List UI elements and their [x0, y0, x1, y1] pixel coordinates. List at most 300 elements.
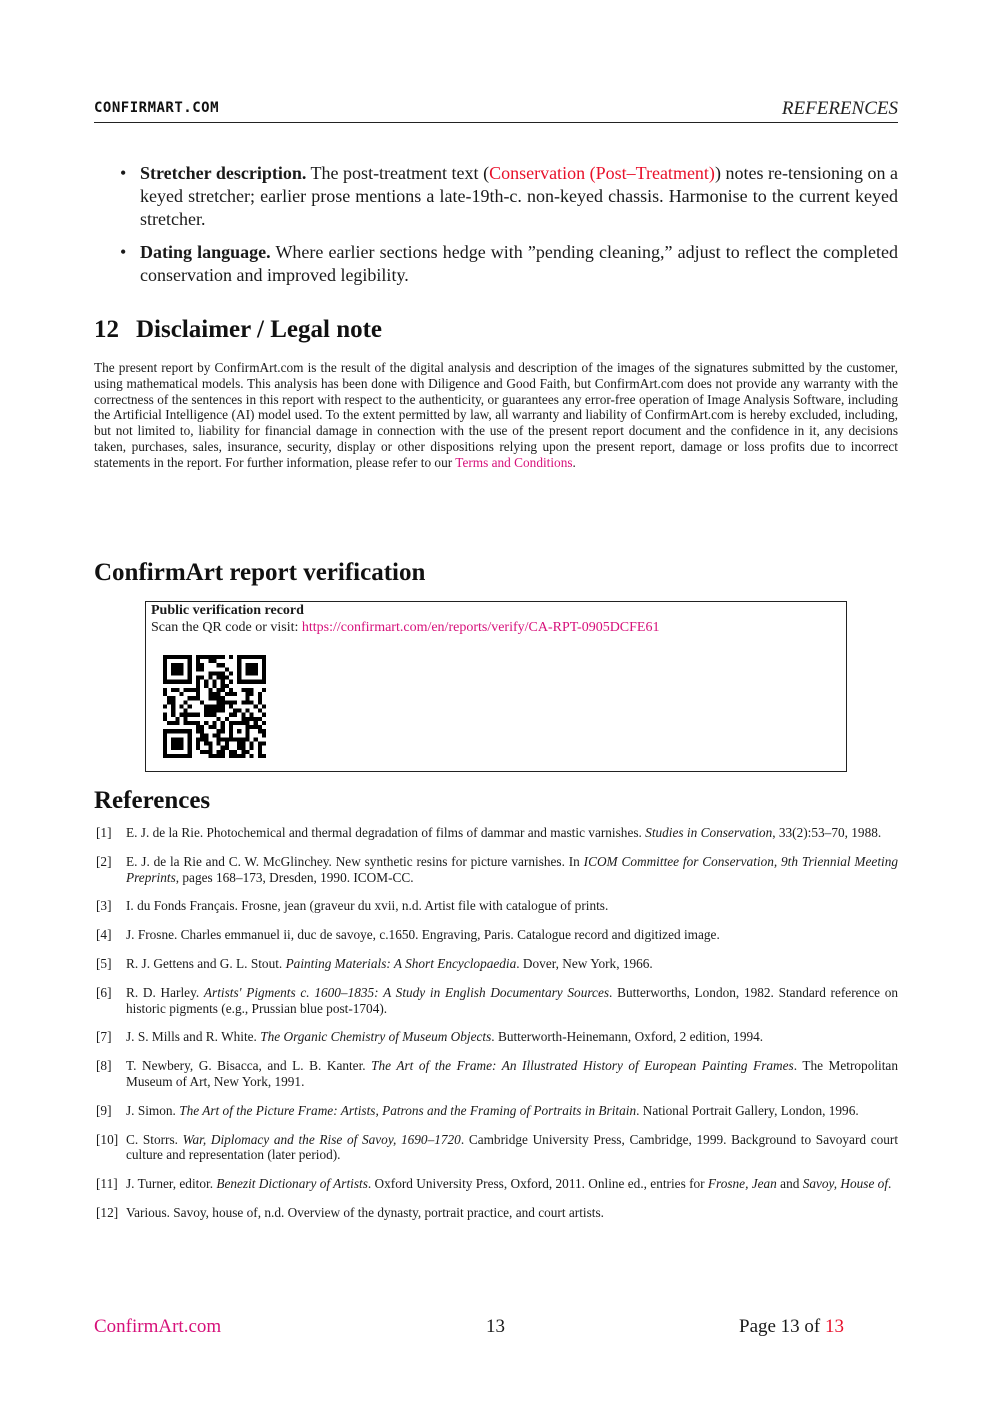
- qr-module: [221, 704, 225, 708]
- qr-module: [188, 671, 192, 675]
- qr-module: [171, 663, 175, 667]
- qr-module: [241, 688, 245, 692]
- qr-module: [225, 746, 229, 750]
- qr-module: [204, 704, 208, 708]
- qr-module: [250, 742, 254, 746]
- bullet-lead: Stretcher description.: [140, 163, 307, 183]
- qr-module: [225, 676, 229, 680]
- qr-module: [262, 667, 266, 671]
- qr-module: [241, 742, 245, 746]
- qr-module: [262, 663, 266, 667]
- qr-module: [221, 746, 225, 750]
- qr-module: [221, 737, 225, 741]
- qr-module: [221, 676, 225, 680]
- qr-module: [204, 733, 208, 737]
- qr-module: [192, 721, 196, 725]
- qr-module: [250, 700, 254, 704]
- qr-module: [204, 709, 208, 713]
- qr-module: [229, 721, 233, 725]
- qr-module: [188, 680, 192, 684]
- reference-text: T. Newbery, G. Bisacca, and L. B. Kanter.: [126, 1058, 372, 1074]
- qr-module: [171, 671, 175, 675]
- qr-module: [184, 717, 188, 721]
- qr-module: [217, 700, 221, 704]
- qr-module: [188, 729, 192, 733]
- qr-module: [171, 704, 175, 708]
- qr-module: [188, 746, 192, 750]
- qr-module: [221, 696, 225, 700]
- qr-module: [221, 750, 225, 754]
- qr-module: [188, 663, 192, 667]
- qr-module: [208, 750, 212, 754]
- qr-module: [217, 655, 221, 659]
- qr-module: [175, 667, 179, 671]
- qr-module: [245, 692, 249, 696]
- qr-module: [175, 688, 179, 692]
- qr-module: [163, 746, 167, 750]
- qr-module: [175, 754, 179, 758]
- footer-site-link[interactable]: ConfirmArt.com: [94, 1316, 222, 1337]
- qr-module: [208, 725, 212, 729]
- qr-module: [179, 655, 183, 659]
- qr-module: [233, 721, 237, 725]
- qr-module: [225, 684, 229, 688]
- qr-module: [233, 709, 237, 713]
- qr-module: [188, 667, 192, 671]
- qr-module: [217, 688, 221, 692]
- qr-module: [196, 688, 200, 692]
- qr-module: [184, 700, 188, 704]
- reference-number: [7]: [96, 1029, 112, 1045]
- qr-module: [237, 737, 241, 741]
- qr-module: [167, 700, 171, 704]
- qr-module: [225, 737, 229, 741]
- qr-module: [196, 742, 200, 746]
- reference-item: [94, 1132, 898, 1164]
- reference-number: [11]: [96, 1176, 118, 1192]
- reference-text: Various. Savoy, house of, n.d. Overview of the dynasty, portrait practice, and court artists.: [126, 1204, 604, 1220]
- qr-module: [171, 737, 175, 741]
- qr-module: [196, 680, 200, 684]
- qr-module: [229, 733, 233, 737]
- qr-module: [221, 721, 225, 725]
- qr-module: [258, 717, 262, 721]
- qr-module: [237, 671, 241, 675]
- qr-module: [233, 692, 237, 696]
- reference-text: . Cambridge University Press, Cambridge, 1999. Background to Savoyard court culture and representation (later period).: [126, 1131, 899, 1163]
- qr-module: [250, 667, 254, 671]
- bullet-dating-language: [116, 241, 898, 287]
- reference-item: [94, 927, 898, 943]
- reference-title: Painting Materials: A Short Encyclopaedia: [285, 955, 517, 971]
- qr-module: [196, 684, 200, 688]
- qr-module: [163, 750, 167, 754]
- qr-module: [229, 655, 233, 659]
- qr-module: [237, 659, 241, 663]
- qr-module: [171, 680, 175, 684]
- qr-module: [200, 733, 204, 737]
- qr-module: [241, 754, 245, 758]
- qr-module: [254, 725, 258, 729]
- qr-module: [208, 688, 212, 692]
- qr-module: [241, 700, 245, 704]
- reference-item: [94, 1176, 898, 1192]
- qr-module: [175, 746, 179, 750]
- qr-module: [262, 754, 266, 758]
- qr-module: [179, 737, 183, 741]
- qr-module: [163, 733, 167, 737]
- qr-module: [196, 659, 200, 663]
- qr-module: [258, 709, 262, 713]
- qr-module: [200, 725, 204, 729]
- qr-module: [245, 721, 249, 725]
- qr-module: [208, 659, 212, 663]
- bullet-text: ) notes re-tensioning on a keyed stretcher; earlier prose mentions a late-19th-c. non-keyed chassis. Harmonise to the current keyed stretcher.: [140, 163, 899, 229]
- qr-module: [258, 725, 262, 729]
- qr-module: [171, 700, 175, 704]
- qr-module: [245, 667, 249, 671]
- qr-module: [192, 713, 196, 717]
- qr-module: [254, 667, 258, 671]
- qr-module: [208, 746, 212, 750]
- qr-module: [171, 721, 175, 725]
- qr-module: [250, 671, 254, 675]
- reference-text: . Butterworths, London, 1982. Standard reference on historic pigments (e.g., Prussian blue post-1704).: [126, 984, 899, 1016]
- qr-module: [245, 700, 249, 704]
- qr-module: [229, 754, 233, 758]
- qr-module: [204, 655, 208, 659]
- qr-module: [200, 667, 204, 671]
- qr-module: [254, 717, 258, 721]
- qr-module: [179, 671, 183, 675]
- qr-module: [221, 655, 225, 659]
- qr-module: [163, 754, 167, 758]
- qr-module: [175, 671, 179, 675]
- qr-module: [258, 680, 262, 684]
- qr-module: [171, 667, 175, 671]
- bullet-stretcher-description: [116, 162, 898, 231]
- qr-module: [258, 754, 262, 758]
- qr-module: [208, 692, 212, 696]
- qr-module: [250, 692, 254, 696]
- qr-module: [184, 655, 188, 659]
- qr-module: [262, 733, 266, 737]
- qr-module: [188, 704, 192, 708]
- qr-module: [250, 680, 254, 684]
- footer-page-number: 13: [486, 1316, 505, 1337]
- running-header: [94, 98, 898, 123]
- qr-module: [184, 680, 188, 684]
- qr-module: [200, 737, 204, 741]
- qr-module: [245, 671, 249, 675]
- qr-module: [179, 663, 183, 667]
- qr-module: [241, 713, 245, 717]
- qr-module: [179, 742, 183, 746]
- qr-module: [167, 655, 171, 659]
- qr-module: [241, 655, 245, 659]
- reference-text: J. Simon.: [126, 1102, 180, 1118]
- qr-module: [163, 676, 167, 680]
- qr-module: [237, 721, 241, 725]
- reference-text: R. D. Harley.: [126, 984, 204, 1000]
- qr-module: [237, 667, 241, 671]
- qr-module: [184, 709, 188, 713]
- qr-module: [217, 696, 221, 700]
- qr-module: [175, 680, 179, 684]
- qr-module: [229, 688, 233, 692]
- reference-title: Savoy, House of: [802, 1176, 889, 1192]
- qr-module: [245, 729, 249, 733]
- qr-module: [258, 692, 262, 696]
- qr-code-icon[interactable]: [163, 655, 266, 758]
- qr-module: [221, 729, 225, 733]
- qr-module: [200, 655, 204, 659]
- qr-module: [212, 655, 216, 659]
- page-total-link[interactable]: 13: [825, 1316, 845, 1337]
- verification-url-link[interactable]: https://confirmart.com/en/reports/verify/CA-RPT-0905DCFE61: [301, 620, 660, 635]
- reference-text: , pages 168–173, Dresden, 1990. ICOM-CC.: [175, 869, 414, 885]
- qr-module: [241, 746, 245, 750]
- qr-module: [179, 704, 183, 708]
- qr-module: [208, 696, 212, 700]
- qr-module: [221, 684, 225, 688]
- qr-module: [212, 659, 216, 663]
- qr-module: [167, 696, 171, 700]
- qr-module: [262, 671, 266, 675]
- qr-module: [225, 692, 229, 696]
- references-list: [94, 825, 898, 1234]
- reference-text: E. J. de la Rie. Photochemical and thermal degradation of films of dammar and mastic varnishes.: [126, 825, 646, 840]
- qr-module: [167, 680, 171, 684]
- reference-text: . Dover, New York, 1966.: [516, 955, 653, 971]
- qr-module: [192, 696, 196, 700]
- qr-module: [175, 655, 179, 659]
- qr-module: [237, 655, 241, 659]
- qr-module: [233, 737, 237, 741]
- conservation-section-link[interactable]: Conservation (Post–Treatment): [489, 163, 715, 183]
- reference-number: [10]: [96, 1131, 119, 1147]
- qr-module: [212, 680, 216, 684]
- qr-module: [241, 680, 245, 684]
- qr-module: [229, 729, 233, 733]
- qr-module: [221, 680, 225, 684]
- qr-module: [188, 713, 192, 717]
- qr-module: [204, 737, 208, 741]
- qr-module: [229, 704, 233, 708]
- qr-module: [221, 671, 225, 675]
- qr-module: [245, 655, 249, 659]
- qr-module: [163, 742, 167, 746]
- qr-module: [217, 737, 221, 741]
- qr-module: [204, 680, 208, 684]
- qr-module: [175, 717, 179, 721]
- qr-module: [221, 688, 225, 692]
- qr-module: [254, 671, 258, 675]
- section-title: Disclaimer / Legal note: [136, 316, 383, 343]
- qr-module: [229, 750, 233, 754]
- qr-module: [196, 655, 200, 659]
- qr-module: [225, 700, 229, 704]
- reference-text: . National Portrait Gallery, London, 1996.: [636, 1102, 859, 1118]
- qr-module: [200, 750, 204, 754]
- qr-module: [175, 737, 179, 741]
- qr-module: [258, 750, 262, 754]
- qr-module: [163, 688, 167, 692]
- bullet-text: The post-treatment text (: [310, 163, 490, 183]
- reference-title: Benezit Dictionary of Artists: [216, 1176, 368, 1192]
- reference-item: [94, 956, 898, 972]
- qr-module: [217, 733, 221, 737]
- qr-module: [250, 713, 254, 717]
- qr-module: [212, 684, 216, 688]
- bullet-lead: Dating language.: [140, 242, 271, 262]
- qr-module: [204, 684, 208, 688]
- reference-title: The Organic Chemistry of Museum Objects: [260, 1029, 492, 1045]
- qr-module: [171, 655, 175, 659]
- qr-module: [171, 746, 175, 750]
- qr-module: [200, 729, 204, 733]
- qr-module: [204, 721, 208, 725]
- qr-module: [188, 733, 192, 737]
- qr-module: [262, 676, 266, 680]
- qr-module: [262, 704, 266, 708]
- qr-module: [208, 655, 212, 659]
- qr-module: [179, 746, 183, 750]
- verification-scan-line: [151, 620, 659, 636]
- qr-module: [196, 692, 200, 696]
- qr-module: [184, 729, 188, 733]
- reference-number: [6]: [96, 984, 112, 1000]
- qr-module: [163, 729, 167, 733]
- qr-module: [245, 737, 249, 741]
- terms-and-conditions-link[interactable]: Terms and Conditions: [455, 454, 573, 470]
- qr-module: [233, 713, 237, 717]
- qr-module: [204, 742, 208, 746]
- qr-module: [221, 754, 225, 758]
- qr-module: [212, 754, 216, 758]
- qr-module: [171, 688, 175, 692]
- qr-module: [200, 663, 204, 667]
- header-section-title: REFERENCES: [781, 98, 898, 119]
- qr-module: [217, 717, 221, 721]
- confirmart-logo: CONFIRMART.COM: [94, 100, 220, 116]
- qr-module: [179, 754, 183, 758]
- qr-module: [184, 713, 188, 717]
- qr-module: [163, 680, 167, 684]
- qr-module: [245, 709, 249, 713]
- reference-number: [8]: [96, 1058, 112, 1074]
- qr-module: [258, 729, 262, 733]
- qr-module: [217, 671, 221, 675]
- reference-text: R. J. Gettens and G. L. Stout.: [126, 955, 286, 971]
- qr-module: [241, 721, 245, 725]
- qr-module: [221, 663, 225, 667]
- reference-number: [1]: [96, 825, 112, 840]
- qr-module: [188, 655, 192, 659]
- qr-module: [188, 659, 192, 663]
- revision-notes-list: [116, 162, 898, 297]
- qr-module: [225, 742, 229, 746]
- reference-text: E. J. de la Rie and C. W. McGlinchey. New synthetic resins for picture varnishes. In: [126, 853, 584, 869]
- qr-module: [179, 667, 183, 671]
- disclaimer-body: [94, 360, 898, 471]
- qr-module: [171, 729, 175, 733]
- qr-module: [188, 696, 192, 700]
- reference-text: .: [888, 1176, 892, 1192]
- qr-module: [217, 729, 221, 733]
- reference-number: [9]: [96, 1102, 112, 1118]
- qr-module: [171, 742, 175, 746]
- qr-module: [171, 754, 175, 758]
- qr-module: [179, 680, 183, 684]
- qr-module: [167, 721, 171, 725]
- reference-item: [94, 825, 898, 841]
- qr-module: [258, 696, 262, 700]
- reference-text: . Butterworth-Heinemann, Oxford, 2 edition, 1994.: [491, 1029, 764, 1045]
- bullet-text: Where earlier sections hedge with ”pending cleaning,” adjust to reflect the completed conservation and improved legibility.: [140, 242, 898, 285]
- qr-module: [212, 733, 216, 737]
- reference-title: Artists' Pigments c. 1600–1835: A Study in English Documentary Sources: [203, 984, 610, 1000]
- qr-module: [204, 713, 208, 717]
- qr-module: [163, 704, 167, 708]
- disclaimer-end: .: [572, 454, 576, 470]
- qr-module: [217, 709, 221, 713]
- qr-module: [196, 725, 200, 729]
- qr-module: [221, 725, 225, 729]
- qr-module: [254, 680, 258, 684]
- qr-module: [171, 709, 175, 713]
- qr-module: [188, 721, 192, 725]
- qr-module: [204, 750, 208, 754]
- reference-number: [2]: [96, 853, 112, 869]
- qr-module: [221, 709, 225, 713]
- qr-module: [163, 659, 167, 663]
- qr-module: [250, 688, 254, 692]
- reference-text: , 33(2):53–70, 1988.: [772, 825, 882, 840]
- reference-text: C. Storrs.: [126, 1131, 183, 1147]
- qr-module: [245, 688, 249, 692]
- qr-module: [217, 663, 221, 667]
- qr-module: [258, 742, 262, 746]
- qr-module: [241, 750, 245, 754]
- qr-module: [212, 725, 216, 729]
- qr-module: [254, 737, 258, 741]
- qr-module: [229, 737, 233, 741]
- reference-text: J. Turner, editor.: [126, 1176, 217, 1192]
- reference-text: J. S. Mills and R. White.: [126, 1029, 261, 1045]
- disclaimer-heading: [94, 316, 382, 344]
- qr-module: [262, 742, 266, 746]
- reference-item: [94, 898, 898, 914]
- qr-module: [163, 737, 167, 741]
- qr-module: [229, 680, 233, 684]
- qr-module: [192, 688, 196, 692]
- qr-module: [196, 696, 200, 700]
- qr-module: [237, 680, 241, 684]
- qr-module: [196, 663, 200, 667]
- qr-module: [229, 692, 233, 696]
- qr-module: [171, 696, 175, 700]
- qr-module: [217, 676, 221, 680]
- qr-module: [196, 729, 200, 733]
- qr-module: [196, 676, 200, 680]
- qr-module: [221, 700, 225, 704]
- qr-module: [184, 721, 188, 725]
- qr-module: [217, 704, 221, 708]
- qr-module: [175, 663, 179, 667]
- qr-module: [254, 704, 258, 708]
- qr-module: [262, 729, 266, 733]
